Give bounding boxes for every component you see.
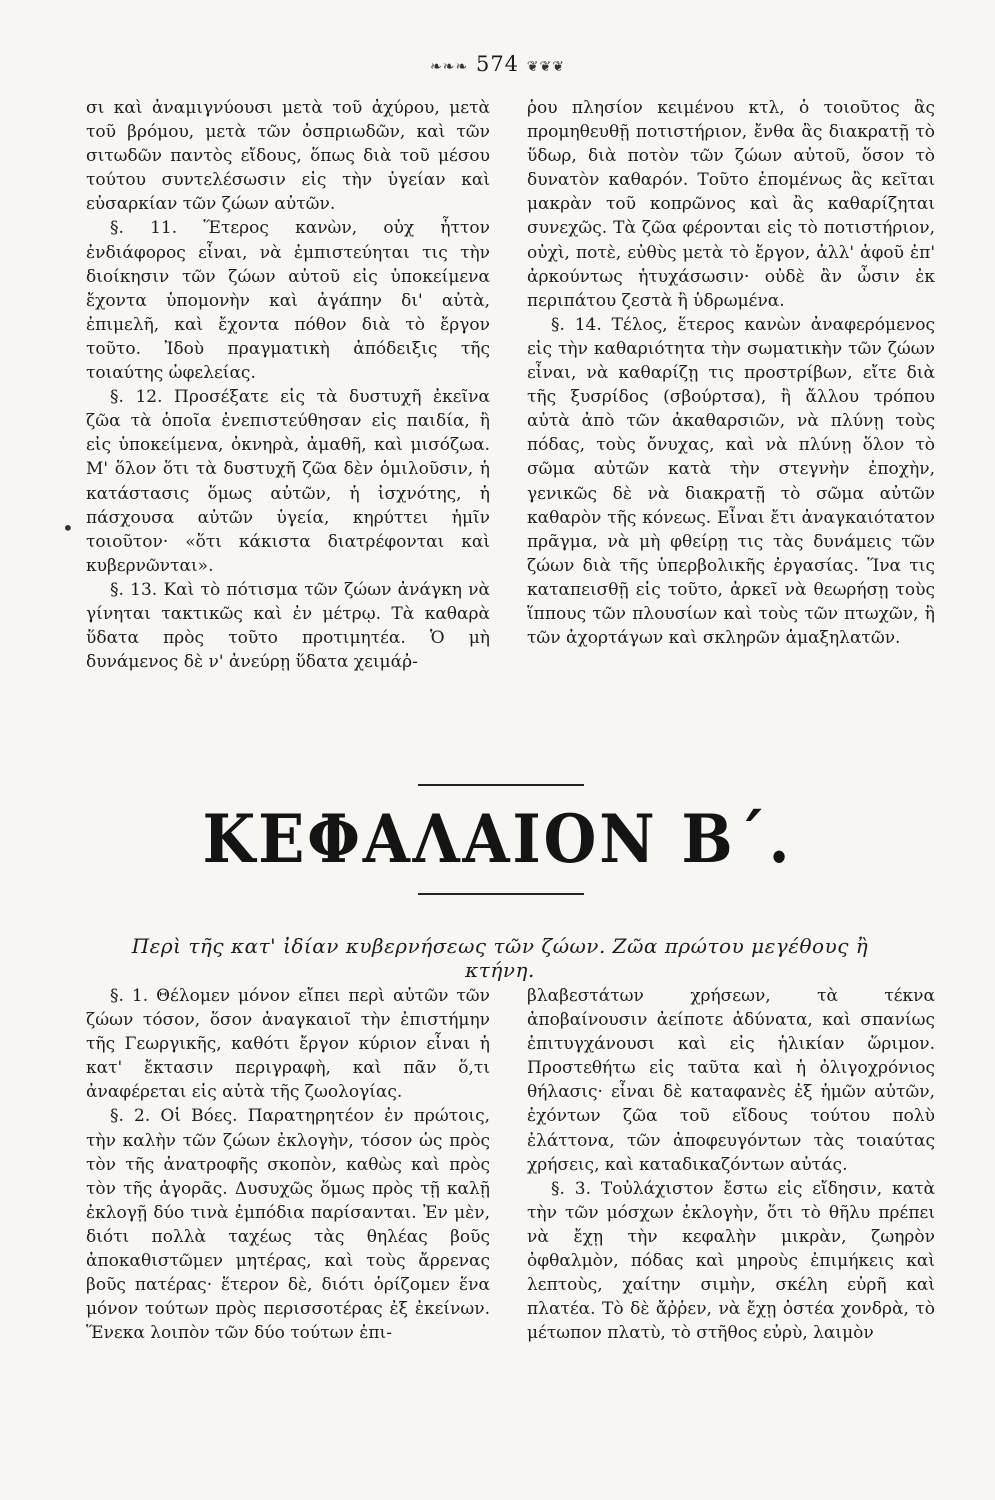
column-top-right xyxy=(527,96,935,650)
paragraph-sec-3: §. 3. Τοὐλάχιστον ἔστω εἰς εἴδησιν, κατὰ τὴν τῶν μόσχων ἐκλογὴν, ὅτι τὸ θῆλυ πρέπει νὰ ἔχῃ τὴν κεφαλὴν μικρὰν, ζωηρὸν ὀφθαλμὸν, πόδας καὶ μηροὺς ἐπιμήκεις καὶ λεπτοὺς, χαίτην σιμὴν, σκέλη εὐρῆ καὶ πλατέα. Τὸ δὲ ἄῤῥεν, νὰ ἔχῃ ὀστέα χονδρὰ, τὸ μέτωπον πλατὺ, τὸ στῆθος εὐρὺ, λαιμὸν xyxy=(527,1178,935,1344)
paragraph-sec-12: §. 12. Προσέξατε εἰς τὰ δυστυχῆ ἐκεῖνα ζῶα τὰ ὁποῖα ἐνεπιστεύθησαν εἰς παιδία, ἢ εἰς ὑποκείμενα, ὀκνηρὰ, ἀμαθῆ, καὶ μισόζωα. Μ' ὅλον ὅτι τὰ δυστυχῆ ζῶα δὲν ὁμιλοῦσιν, ἡ κατάστασις ὅμως αὐτῶν, ἡ ἰσχνότης, ἡ πάσχουσα αὐτῶν ὑγεία, κηρύττει ἡμῖν τοιοῦτον· «ὅτι κάκιστα διατρέφονται καὶ κυβερνῶνται». xyxy=(86,387,490,576)
column-top-left xyxy=(86,96,490,674)
paragraph-sec-1: §. 1. Θέλομεν μόνον εἴπει περὶ αὐτῶν τῶν ζώων τόσον, ὅσον ἀναγκαιοῖ τὴν ἐπιστήμην τῆς Γεωργικῆς, καθότι ἔργον κύριον εἶναι ἡ κατ' ἔκτασιν περιγραφὴ, καὶ πᾶν ὅ,τι ἀναφέρεται εἰς αὐτὰ τῆς ζωολογίας. xyxy=(86,986,490,1103)
chapter-title: ΚΕΦΑΛΑΙΟΝ Β΄. xyxy=(202,800,793,878)
paragraph-sec-13: §. 13. Καὶ τὸ πότισμα τῶν ζώων ἀνάγκη νὰ γίνηται τακτικῶς καὶ ἐν μέτρῳ. Τὰ καθαρὰ ὕδατα πρὸς τοῦτο προτιμητέα. Ὁ μὴ δυνάμενος δὲ ν' ἀνεύρῃ ὕδατα χειμάῤ- xyxy=(86,579,490,673)
paragraph: σι καὶ ἀναμιγνύουσι μετὰ τοῦ ἀχύρου, μετὰ τοῦ βρόμου, μετὰ τῶν ὀσπριωδῶν, καὶ τῶν σιτωδῶν παντὸς εἴδους, ὅπως διὰ τοῦ μέσου τούτου συντελέσωσιν εἰς τὴν ὑγείαν καὶ εὐσαρκίαν τῶν ζώων αὐτῶν. xyxy=(86,98,490,215)
paragraph: βλαβεστάτων χρήσεων, τὰ τέκνα ἀποβαίνουσιν ἀείποτε ἀδύνατα, καὶ σπανίως ἐπιτυγχάνουσι καὶ εἰς ἡλικίαν ὥριμον. Προστεθήτω εἰς ταῦτα καὶ ἡ ὀλιγοχρόνιος θήλασις· εἶναι δὲ καταφανὲς ἐξ ἡμῶν αὐτῶν, ἐχόντων ζῶα τοῦ εἴδους τούτου πολὺ ἐλάττονα, τῶν ἀποφευγόντων τὰς τοιαύτας χρήσεις, καὶ καταδικαζόντων αὐτάς. xyxy=(527,986,935,1175)
paragraph-sec-2: §. 2. Οἱ Βόες. Παρατηρητέον ἐν πρώτοις, τὴν καλὴν τῶν ζώων ἐκλογὴν, τόσον ὡς πρὸς τὸν τῆς ἀνατροφῆς σκοπὸν, καθὼς καὶ πρὸς τὸν τῆς ἀγορᾶς. Δυσυχῶς ὅμως πρὸς τῇ καλῇ ἐκλογῇ δύο τινὰ ἐμπόδια παρίσανται. Ἐν μὲν, διότι πολλὰ ταχέως τὰς θηλέας βοῦς ἀποκαθιστῶμεν μητέρας, καὶ τοὺς ἄρρενας βοῦς πατέρας· ἕτερον δὲ, διότι ὁρίζομεν ἕνα μόνον τούτων πρὸς περισσοτέρας ἐξ ἐκείνων. Ἕνεκα λοιπὸν τῶν δύο τούτων ἐπι- xyxy=(86,1106,490,1344)
ornament-left-icon: ❧❧❧ xyxy=(430,59,469,75)
page-header xyxy=(0,52,995,76)
chapter-subtitle: Περὶ τῆς κατ' ἰδίαν κυβερνήσεως τῶν ζώων. Ζῶα πρώτου μεγέθους ἢ κτήνη. xyxy=(131,934,869,982)
ornament-right-icon: ❦❦❦ xyxy=(526,59,565,75)
page-number: 574 xyxy=(475,52,520,76)
paragraph: ῥου πλησίον κειμένου κτλ, ὁ τοιοῦτος ἂς προμηθευθῇ ποτιστήριον, ἔνθα ἂς διακρατῇ τὸ ὕδωρ, διὰ ποτὸν τῶν ζώων αὐτοῦ, ὅσον τὸ δυνατὸν καθαρόν. Τοῦτο ἑπομένως ἂς κεῖται μακρὰν τοῦ κοπρῶνος καὶ ἂς καθαρίζηται συνεχῶς. Τὰ ζῶα φέρονται εἰς τὸ ποτιστήριον, οὐχὶ, ποτὲ, εὐθὺς μετὰ τὸ ἔργον, ἀλλ' ἀφοῦ ἐπ' ἀρκούντως ἡτυχάσωσιν· οὐδὲ ἂν ὦσιν ἐκ περιπάτου ζεστὰ ἢ ὑδρωμένα. xyxy=(527,98,935,311)
paragraph-sec-14: §. 14. Τέλος, ἕτερος κανὼν ἀναφερόμενος εἰς τὴν καθαριότητα τὴν σωματικὴν τῶν ζώων εἶναι, νὰ καθαρίζῃ τις προστρίβων, εἴτε διὰ τῆς ξυσρίδος (σβούρτσα), ἢ ἄλλου τρόπου αὐτὰ ἀπὸ τῶν ἀκαθαρσιῶν, νὰ πλύνῃ τοὺς πόδας, τοὺς ὄνυχας, καὶ νὰ πλύνῃ ὅλον τὸ σῶμα αὐτῶν κατὰ τὴν στεγνὴν ἐποχὴν, γενικῶς δὲ νὰ διακρατῇ τὸ σῶμα αὐτῶν καθαρὸν τῆς κόνεως. Εἶναι ἔτι ἀναγκαιότατον πρᾶγμα, νὰ μὴ φθείρῃ τις τὰς δυνάμεις τῶν ζώων διὰ τῆς ὑπερβολικῆς ἐργασίας. Ἵνα τις καταπεισθῇ εἰς τοῦτο, ἀρκεῖ νὰ θεωρήσῃ τοὺς ἵππους τῶν πλουσίων καὶ τοὺς τῶν πτωχῶν, ἢ τῶν ἀχορτάγων καὶ σκληρῶν ἁμαξηλατῶν. xyxy=(527,314,935,649)
paragraph-sec-11: §. 11. Ἕτερος κανὼν, οὐχ ἧττον ἐνδιάφορος εἶναι, νὰ ἐμπιστεύηται τις τὴν διοίκησιν τῶν ζώων αὐτοῦ εἰς ὑποκείμενα ἔχοντα ὑπομονὴν καὶ ἀγάπην δι' αὐτὰ, ἐπιμελῆ, καὶ ἔχοντα πόθον διὰ τὸ ἔργον τοῦτο. Ἰδοὺ πραγματικὴ ἀπόδειξις τῆς τοιαύτης ὠφελείας. xyxy=(86,218,490,384)
decorative-rule-bottom xyxy=(418,893,584,895)
column-bottom-left xyxy=(86,984,490,1345)
column-bottom-right xyxy=(527,984,935,1345)
decorative-rule-top xyxy=(418,784,584,786)
margin-dot-icon: • xyxy=(62,516,74,540)
